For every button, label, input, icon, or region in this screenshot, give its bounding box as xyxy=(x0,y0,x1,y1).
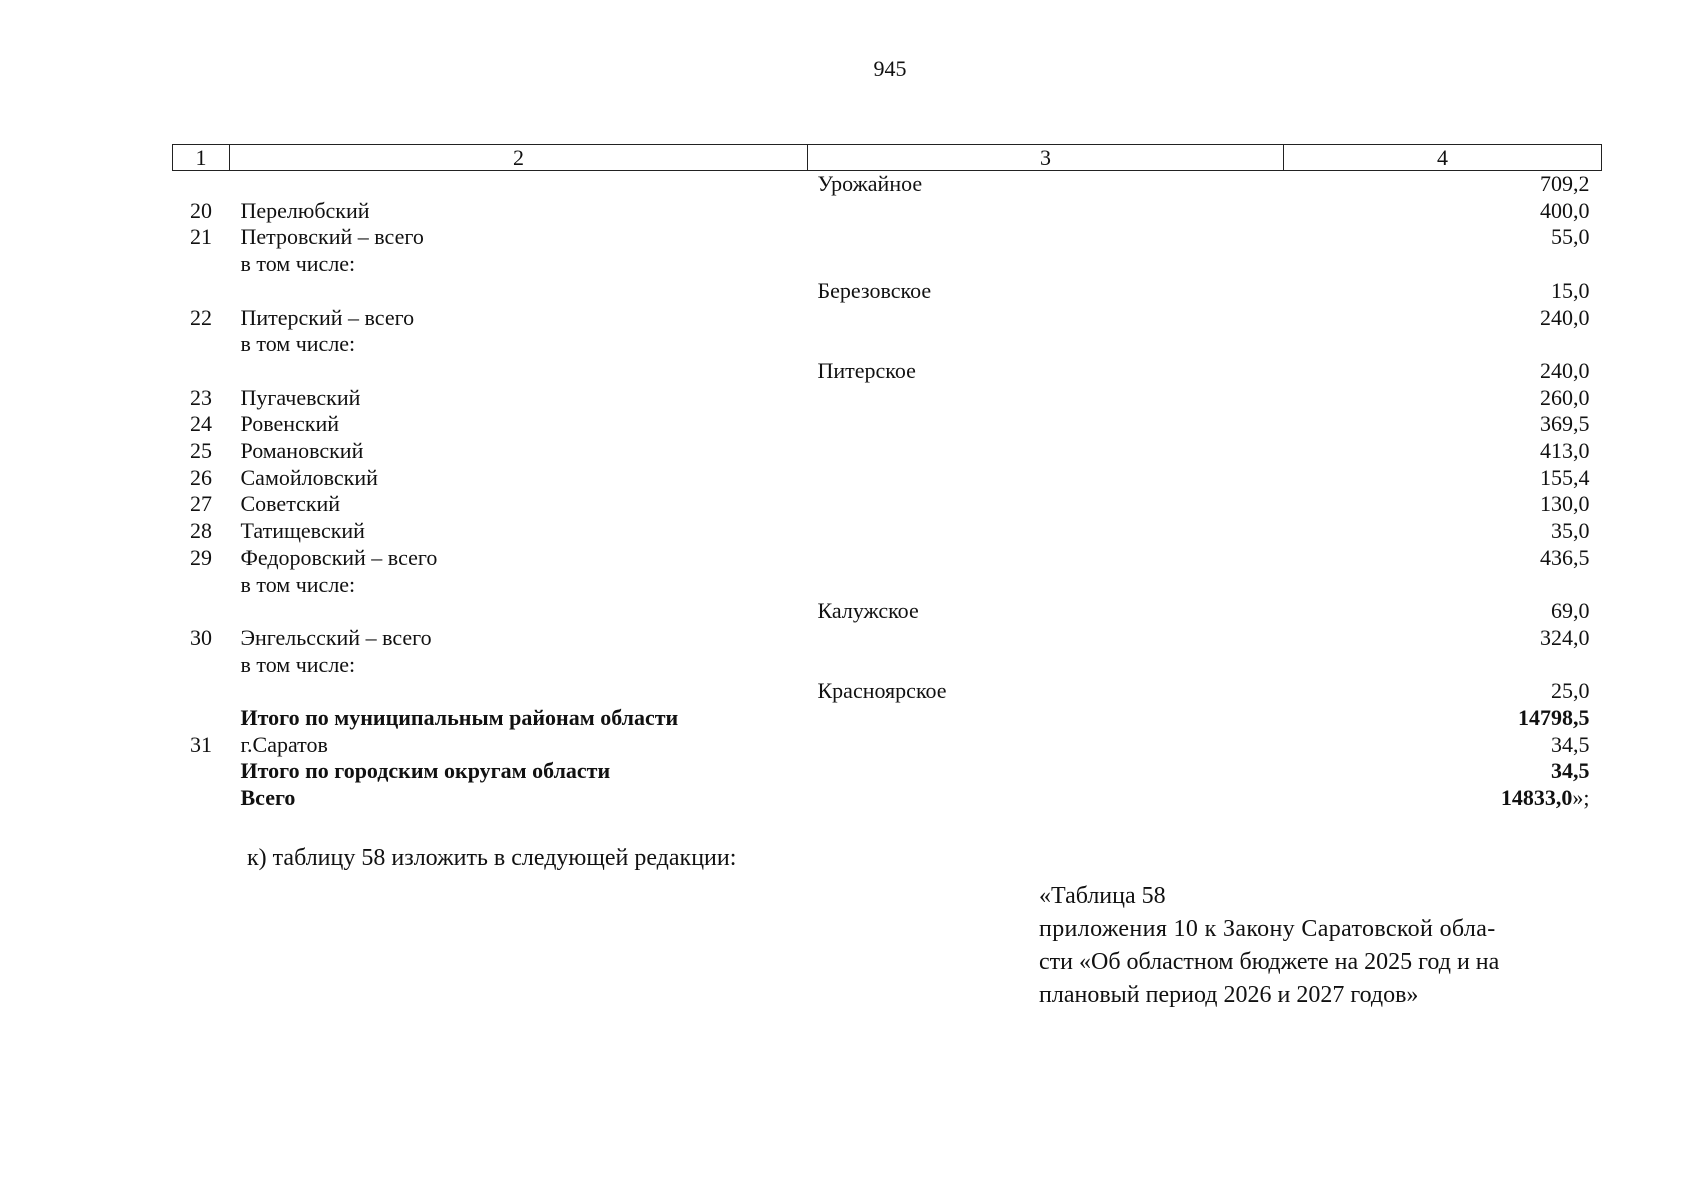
amount-value xyxy=(1284,572,1602,599)
district-name: Петровский – всего xyxy=(240,224,424,250)
district-name: Итого по муниципальным районам области xyxy=(240,705,679,731)
table-row xyxy=(173,598,1602,625)
table-row xyxy=(173,224,1602,251)
caption-line-1: «Таблица 58 xyxy=(1039,883,1166,909)
district-name: в том числе: xyxy=(240,651,356,677)
table-row xyxy=(173,545,1602,572)
table-row xyxy=(173,358,1602,385)
settlement-name xyxy=(808,385,1284,412)
settlement-name xyxy=(808,411,1284,438)
district-name: Ровенский xyxy=(240,411,339,437)
amount-value: 25,0 xyxy=(1551,678,1590,704)
settlement-name: Березовское xyxy=(817,277,932,303)
table-row xyxy=(173,331,1602,358)
district-name: Романовский xyxy=(240,438,364,464)
row-number: 27 xyxy=(190,491,212,517)
district-name: Перелюбский xyxy=(240,197,370,223)
settlement-name xyxy=(808,491,1284,518)
closing-quote: »; xyxy=(1572,785,1590,811)
table-row xyxy=(173,572,1602,599)
district-name xyxy=(230,171,808,198)
row-number: 30 xyxy=(190,624,212,650)
amount-value: 155,4 xyxy=(1540,464,1590,490)
settlement-name xyxy=(808,305,1284,332)
table-row xyxy=(173,411,1602,438)
table-row xyxy=(173,171,1602,198)
amount-value: 35,0 xyxy=(1551,518,1590,544)
district-name: в том числе: xyxy=(240,331,356,357)
amount-value: 55,0 xyxy=(1551,224,1590,250)
table-row xyxy=(173,705,1602,732)
settlement-name xyxy=(808,758,1284,785)
settlement-name: Урожайное xyxy=(817,171,923,196)
settlement-name xyxy=(808,785,1284,812)
district-name xyxy=(230,598,808,625)
settlement-name: Калужское xyxy=(817,598,919,624)
district-name xyxy=(230,678,808,705)
settlement-name xyxy=(808,465,1284,492)
instruction-text: к) таблицу 58 изложить в следующей редакции: xyxy=(247,845,737,871)
amount-value: 34,5 xyxy=(1551,758,1590,784)
row-number xyxy=(173,171,230,198)
district-name: Татищевский xyxy=(240,518,365,544)
page-number: 945 xyxy=(873,56,907,81)
row-number xyxy=(173,758,230,785)
row-number xyxy=(173,705,230,732)
amount-value: 436,5 xyxy=(1540,544,1590,570)
amount-value: 260,0 xyxy=(1540,384,1590,410)
row-number: 25 xyxy=(190,438,212,464)
row-number: 23 xyxy=(190,384,212,410)
amount-value: 369,5 xyxy=(1540,411,1590,437)
table-row xyxy=(173,758,1602,785)
table-row xyxy=(173,785,1602,812)
district-name: Энгельсский – всего xyxy=(240,624,432,650)
budget-table xyxy=(172,144,1602,812)
table-row xyxy=(173,652,1602,679)
row-number xyxy=(173,278,230,305)
table-row xyxy=(173,305,1602,332)
table-row xyxy=(173,518,1602,545)
settlement-name xyxy=(808,625,1284,652)
settlement-name xyxy=(808,518,1284,545)
row-number xyxy=(173,678,230,705)
amount-value xyxy=(1284,331,1602,358)
row-number xyxy=(173,652,230,679)
settlement-name xyxy=(808,545,1284,572)
settlement-name xyxy=(808,224,1284,251)
amount-value: 324,0 xyxy=(1540,624,1590,650)
settlement-name: Красноярское xyxy=(817,678,947,704)
amount-value: 15,0 xyxy=(1551,277,1590,303)
caption-line-2: приложения 10 к Закону Саратовской обла- xyxy=(1039,916,1496,942)
row-number xyxy=(173,331,230,358)
table-row xyxy=(173,438,1602,465)
table-row xyxy=(173,198,1602,225)
settlement-name: Питерское xyxy=(817,357,916,383)
district-name: в том числе: xyxy=(240,571,356,597)
settlement-name xyxy=(808,572,1284,599)
row-number xyxy=(173,572,230,599)
district-name: Федоровский – всего xyxy=(240,544,438,570)
settlement-name xyxy=(808,732,1284,759)
amount-value: 14833,0»; xyxy=(1500,785,1590,811)
header-row xyxy=(173,145,1602,171)
settlement-name xyxy=(808,438,1284,465)
amount-value: 14798,5 xyxy=(1518,705,1590,731)
row-number xyxy=(173,358,230,385)
table-row xyxy=(173,251,1602,278)
amount-value: 400,0 xyxy=(1540,197,1590,223)
row-number: 28 xyxy=(190,518,212,544)
settlement-name xyxy=(808,331,1284,358)
table-row xyxy=(173,732,1602,759)
district-name: г.Саратов xyxy=(240,731,328,757)
row-number: 31 xyxy=(190,731,212,757)
caption-line-3: сти «Об областном бюджете на 2025 год и на xyxy=(1039,949,1500,975)
settlement-name xyxy=(808,652,1284,679)
amount-value: 413,0 xyxy=(1540,438,1590,464)
row-number: 24 xyxy=(190,411,212,437)
amount-value xyxy=(1284,251,1602,278)
table-row xyxy=(173,678,1602,705)
amount-value: 709,2 xyxy=(1540,171,1590,196)
district-name: Самойловский xyxy=(240,464,378,490)
district-name xyxy=(230,358,808,385)
row-number: 20 xyxy=(190,197,212,223)
district-name xyxy=(230,278,808,305)
table-row xyxy=(173,491,1602,518)
district-name: Пугачевский xyxy=(240,384,361,410)
table-header xyxy=(173,145,1602,171)
amount-value: 34,5 xyxy=(1551,731,1590,757)
amount-value xyxy=(1284,652,1602,679)
row-number: 21 xyxy=(190,224,212,250)
row-number xyxy=(173,598,230,625)
settlement-name xyxy=(808,198,1284,225)
row-number: 22 xyxy=(190,304,212,330)
district-name: Советский xyxy=(240,491,341,517)
amount-value: 240,0 xyxy=(1540,357,1590,383)
district-name: Всего xyxy=(240,785,296,811)
table-caption xyxy=(1039,880,1601,1012)
column-header-2: 2 xyxy=(230,145,808,171)
amount-value: 130,0 xyxy=(1540,491,1590,517)
caption-line-4: плановый период 2026 и 2027 годов» xyxy=(1039,982,1419,1008)
column-header-4: 4 xyxy=(1284,145,1602,171)
district-name: Итого по городским округам области xyxy=(240,758,611,784)
row-number: 29 xyxy=(190,544,212,570)
district-name: в том числе: xyxy=(240,251,356,277)
row-number: 26 xyxy=(190,464,212,490)
column-header-1: 1 xyxy=(173,145,230,171)
table-row xyxy=(173,625,1602,652)
table-body xyxy=(173,171,1602,812)
settlement-name xyxy=(808,705,1284,732)
column-header-3: 3 xyxy=(808,145,1284,171)
settlement-name xyxy=(808,251,1284,278)
amount-value: 240,0 xyxy=(1540,304,1590,330)
row-number xyxy=(173,785,230,812)
table-row xyxy=(173,278,1602,305)
district-name: Питерский – всего xyxy=(240,304,415,330)
amount-value: 69,0 xyxy=(1551,598,1590,624)
row-number xyxy=(173,251,230,278)
table-row xyxy=(173,385,1602,412)
table-row xyxy=(173,465,1602,492)
